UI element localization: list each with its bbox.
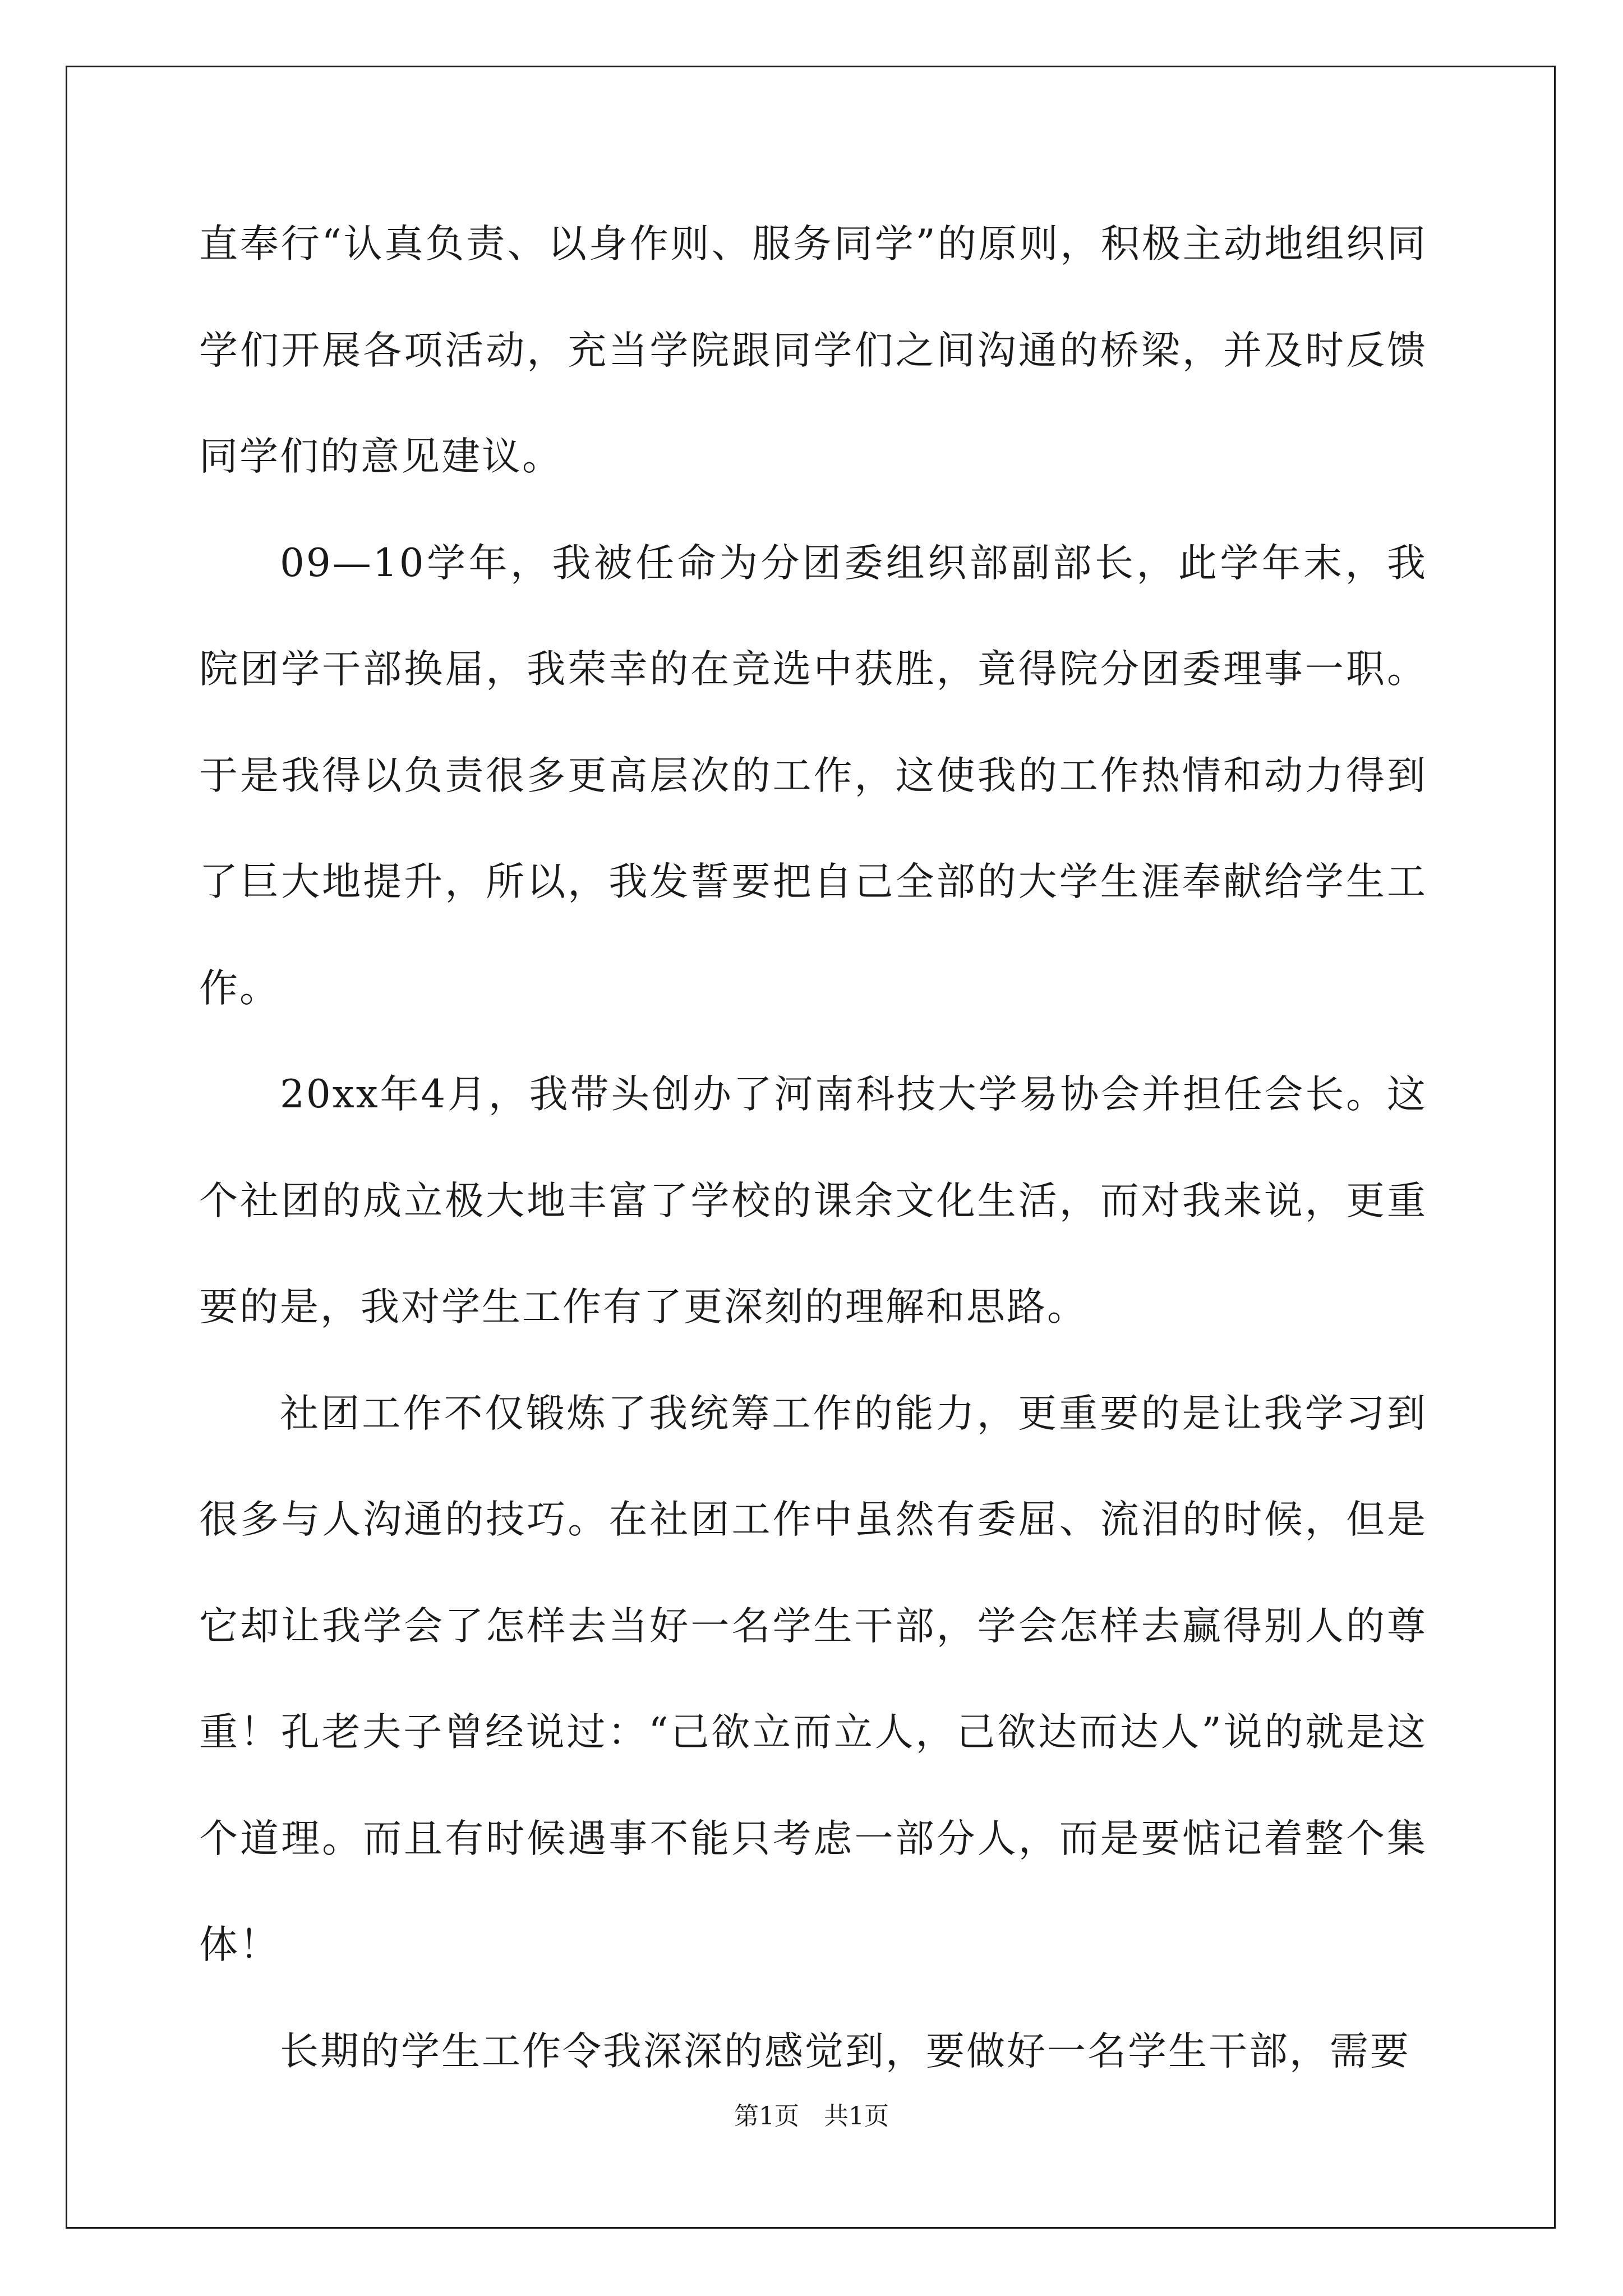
- paragraph-5: 长期的学生工作令我深深的感觉到，要做好一名学生干部，需要: [280, 2028, 1410, 2074]
- paragraph-1: 直奉行“认真负责、以身作则、服务同学”的原则，积极主动地组织同学们开展各项活动，充当学院跟同学们之间沟通的桥梁，并及时反馈同学们的意见建议。: [199, 222, 1427, 479]
- paragraph-2: 09—10学年，我被任命为分团委组织部副部长，此学年末，我院团学干部换届，我荣幸的在竞选中获胜，竟得院分团委理事一职。于是我得以负责很多更高层次的工作，这使我的工作热情和动力得到了巨大地提升，所以，我发誓要把自己全部的大学生涯奉献给学生工作。: [199, 540, 1427, 1011]
- page-number-footer: 第1页 共1页: [734, 2102, 889, 2131]
- paragraph-3: 20xx年4月，我带头创办了河南科技大学易协会并担任会长。这个社团的成立极大地丰富了学校的课余文化生活，而对我来说，更重要的是，我对学生工作有了更深刻的理解和思路。: [199, 1072, 1427, 1329]
- document-body: [199, 191, 1427, 2105]
- paragraph-4: 社团工作不仅锻炼了我统筹工作的能力，更重要的是让我学习到很多与人沟通的技巧。在社团工作中虽然有委屈、流泪的时候，但是它却让我学会了怎样去当好一名学生干部，学会怎样去赢得别人的尊重！孔老夫子曾经说过：“己欲立而立人，己欲达而达人”说的就是这个道理。而且有时候遇事不能只考虑一部分人，而是要惦记着整个集体！: [199, 1391, 1427, 1967]
